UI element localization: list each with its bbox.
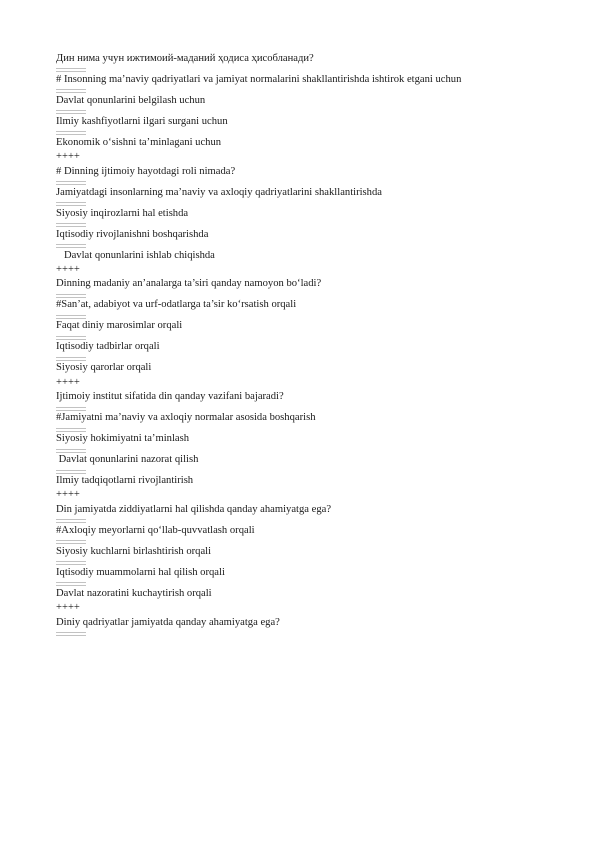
question-text: # Dinning ijtimoiy hayotdagi roli nimada? [56,165,236,177]
answer-option: Iqtisodiy rivojlanishni boshqarishda [56,228,209,240]
correct-answer: # Insonning ma’naviy qadriyatlari va jamiyat normalarini shakllantirishda ishtirok etgani uchun [56,73,462,85]
answer-option: Siyosiy kuchlarni birlashtirish orqali [56,545,212,557]
answer-option: Davlat qonunlarini belgilash uchun [56,94,206,106]
answer-option: Ekonomik o‘sishni ta’minlagani uchun [56,136,222,148]
answer-option: Siyosiy qarorlar orqali [56,362,152,374]
separator-line [56,179,556,186]
separator-line [56,313,556,320]
separator-line [56,242,556,249]
separator-line [56,221,556,228]
separator-line [56,292,556,299]
answer-option: Davlat qonunlarini ishlab chiqishda [56,249,215,261]
correct-answer: #San’at, adabiyot va urf-odatlarga ta’sir ko‘rsatish orqali [56,299,297,311]
question-text: Din jamiyatda ziddiyatlarni hal qilishda qanday ahamiyatga ega? [56,503,332,515]
question-separator: ++++ [56,376,80,388]
separator-line [56,87,556,94]
separator-line [56,538,556,545]
answer-option: Ilmiy kashfiyotlarni ilgari surgani uchun [56,115,228,127]
question-text: Дин нима учун ижтимоий-маданий ҳодиса ҳисобланади? [56,53,314,64]
separator-line [56,66,556,73]
answer-option: Faqat diniy marosimlar orqali [56,320,183,332]
separator-line [56,468,556,475]
question-separator: ++++ [56,151,80,163]
separator-line [56,334,556,341]
document-body [56,52,556,637]
separator-line [56,108,556,115]
separator-line [56,517,556,524]
question-text: Ijtimoiy institut sifatida din qanday vazifani bajaradi? [56,391,284,403]
separator-line [56,129,556,136]
separator-line [56,630,556,637]
answer-option: Iqtisodiy muammolarni hal qilish orqali [56,566,225,578]
answer-option: Jamiyatdagi insonlarning ma’naviy va axloqiy qadriyatlarini shakllantirishda [56,186,382,198]
question-separator: ++++ [56,489,80,501]
question-text: Dinning madaniy an’analarga ta’siri qanday namoyon bo‘ladi? [56,278,322,290]
separator-line [56,426,556,433]
question-text: Diniy qadriyatlar jamiyatda qanday ahamiyatga ega? [56,616,280,628]
question-separator: ++++ [56,264,80,276]
answer-option: Siyosiy hokimiyatni ta’minlash [56,433,190,445]
answer-option: Davlat nazoratini kuchaytirish orqali [56,587,212,599]
answer-option: Ilmiy tadqiqotlarni rivojlantirish [56,475,194,487]
correct-answer: #Jamiyatni ma’naviy va axloqiy normalar asosida boshqarish [56,412,316,424]
answer-option: Davlat qonunlarini nazorat qilish [56,454,199,466]
separator-line [56,355,556,362]
answer-option: Siyosiy inqirozlarni hal etishda [56,207,189,219]
separator-line [56,405,556,412]
correct-answer: #Axloqiy meyorlarni qo‘llab-quvvatlash orqali [56,524,255,536]
answer-option: Iqtisodiy tadbirlar orqali [56,341,160,353]
separator-line [56,447,556,454]
separator-line [56,200,556,207]
separator-line [56,580,556,587]
question-separator: ++++ [56,602,80,614]
separator-line [56,559,556,566]
